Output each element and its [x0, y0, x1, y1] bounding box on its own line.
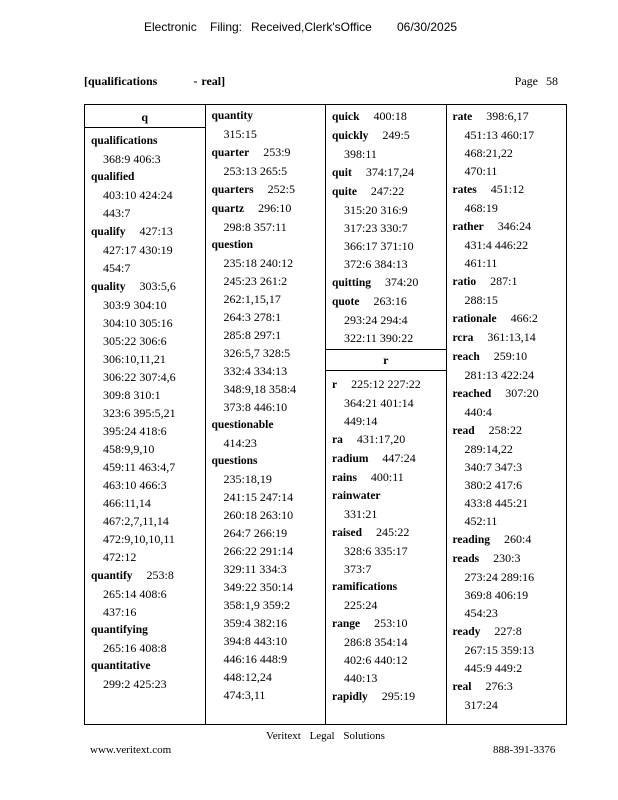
page-line-reference: 259:10 [493, 349, 528, 363]
page-line-references: 458:9,9,10 [103, 442, 155, 456]
page-line-references: 306:10,11,21 [103, 352, 166, 366]
page-line-references: 305:22 306:6 [103, 334, 167, 348]
index-word [212, 143, 320, 162]
page-line-references: 349:22 350:14 [223, 580, 294, 594]
index-column-2 [205, 105, 326, 724]
index-entry [453, 180, 561, 217]
index-word-text: radium [332, 453, 369, 465]
index-word [453, 328, 561, 347]
index-word-text: quick [332, 111, 360, 123]
page-line-references: 281:13 422:24 [464, 368, 535, 382]
index-entry [453, 107, 561, 180]
index-entry [453, 309, 561, 328]
index-word [453, 421, 561, 440]
index-entry [332, 107, 440, 126]
page-line-references: 468:19 [464, 201, 498, 215]
page-line-reference: 295:19 [381, 689, 416, 703]
index-word-text: r [332, 379, 338, 391]
page-line-references: 451:13 460:17 [464, 128, 535, 142]
index-word-text: read [452, 425, 475, 437]
index-word-text: rather [452, 221, 484, 233]
page-line-references: 467:2,7,11,14 [103, 514, 169, 528]
header-date: 06/30/2025 [397, 20, 458, 34]
word-index-table [84, 104, 567, 725]
page-line-references: 433:8 445:21 [464, 496, 529, 510]
index-entry [332, 375, 440, 430]
index-word [91, 566, 199, 585]
page-line-references: 317:24 [464, 698, 498, 712]
page-line-references: 332:4 334:13 [223, 364, 288, 378]
index-word-text: quite [332, 186, 357, 198]
page-line-reference: 225:12 227:22 [351, 377, 421, 391]
page-line-references: 265:16 408:8 [103, 641, 167, 655]
page-line-references: 285:8 297:1 [223, 328, 282, 342]
index-word-text: quantity [211, 110, 254, 122]
page-number [515, 74, 558, 89]
index-word-text: quote [332, 296, 360, 308]
page-line-references: 364:21 401:14 [344, 396, 414, 410]
index-entry [91, 657, 199, 693]
page-line-reference: 400:18 [373, 109, 407, 123]
index-entry [332, 523, 440, 578]
page-line-reference: 466:2 [510, 311, 538, 325]
index-word [453, 530, 561, 549]
index-entry [332, 449, 440, 468]
index-word [332, 687, 440, 706]
page-line-reference: 451:12 [490, 182, 525, 196]
index-word-text: quantitative [91, 660, 151, 672]
index-word [453, 217, 561, 236]
index-entry [453, 328, 561, 347]
page-line-references: 322:11 390:22 [344, 331, 414, 345]
range-start: [qualifications [84, 74, 158, 88]
index-word [332, 614, 440, 633]
index-entry [91, 132, 199, 168]
page-line-references: 289:14,22 [464, 442, 513, 456]
page-line-references: 340:7 347:3 [464, 460, 523, 474]
page-number-value: 58 [546, 74, 558, 88]
index-word [332, 449, 440, 468]
index-word-text: raised [332, 527, 363, 539]
page-line-references: 323:6 395:5,21 [103, 406, 176, 420]
index-word-text: rates [452, 184, 477, 196]
page-line-references: 468:21,22 [464, 146, 513, 160]
index-entry [332, 292, 440, 347]
index-word [453, 107, 561, 126]
index-word [332, 468, 440, 487]
index-word [91, 621, 199, 639]
page-line-references: 326:5,7 328:5 [223, 346, 291, 360]
index-entry [212, 452, 320, 704]
index-word [212, 452, 320, 470]
page-line-reference: 398:6,17 [486, 109, 529, 123]
page-line-references: 402:6 440:12 [344, 653, 408, 667]
page-line-reference: 447:24 [382, 451, 416, 465]
range-end: real] [201, 74, 226, 88]
page-heading [84, 74, 564, 92]
index-word [91, 222, 199, 241]
page-line-references: 288:15 [464, 293, 498, 307]
page-line-references: 372:6 384:13 [344, 257, 408, 271]
page-line-references: 463:10 466:3 [103, 478, 167, 492]
letter-heading: q [85, 107, 205, 128]
index-range [84, 74, 225, 89]
index-word-text: quarters [211, 184, 254, 196]
index-word [332, 107, 440, 126]
index-word-text: quitting [332, 277, 371, 289]
page-line-references: 461:11 [464, 256, 498, 270]
index-word [453, 347, 561, 366]
index-word-text: range [332, 618, 361, 630]
index-word [212, 107, 320, 125]
index-entry [332, 273, 440, 292]
letter-heading: r [326, 349, 446, 371]
page-line-references: 395:24 418:6 [103, 424, 167, 438]
page-line-references: 331:21 [344, 507, 378, 521]
page-line-references: 235:18 240:12 [223, 256, 294, 270]
page-line-references: 394:8 443:10 [223, 634, 288, 648]
page-line-references: 369:8 406:19 [464, 588, 529, 602]
page-line-references: 309:8 310:1 [103, 388, 161, 402]
index-entry [91, 621, 199, 657]
index-word-text: rcra [452, 332, 474, 344]
page-line-reference: 227:8 [494, 624, 522, 638]
index-word-text: reached [452, 388, 492, 400]
index-word [332, 487, 440, 505]
page-line-references: 299:2 425:23 [103, 677, 167, 691]
index-entry [332, 126, 440, 163]
index-word [332, 292, 440, 311]
page-line-reference: 258:22 [488, 423, 522, 437]
index-word [453, 622, 561, 641]
page-line-references: 267:15 359:13 [464, 643, 535, 657]
footer-company: Veritext Legal Solutions [266, 730, 385, 742]
index-word [91, 132, 199, 150]
index-entry [212, 236, 320, 416]
index-word [212, 236, 320, 254]
page-line-references: 472:9,10,10,11 [103, 532, 175, 546]
page-line-references: 459:11 463:4,7 [103, 460, 176, 474]
page-line-reference: 346:24 [497, 219, 532, 233]
range-dash: - [193, 74, 198, 88]
page-line-references: 265:14 408:6 [103, 587, 167, 601]
header-filing: Filing: [210, 20, 243, 34]
index-entry [212, 180, 320, 199]
page-line-reference: 303:5,6 [139, 279, 176, 293]
header-received: Received,Clerk'sOffice [251, 20, 372, 34]
page-line-references: 373:8 446:10 [223, 400, 288, 414]
page-line-references: 452:11 [464, 514, 498, 528]
index-word [453, 180, 561, 199]
index-word [212, 180, 320, 199]
page-line-references: 264:3 278:1 [223, 310, 282, 324]
page-line-references: 437:16 [103, 605, 137, 619]
page-line-references: 317:23 330:7 [344, 221, 408, 235]
index-word-text: rationale [452, 313, 497, 325]
index-word [332, 523, 440, 542]
index-word [332, 163, 440, 182]
index-word-text: ramifications [332, 581, 398, 593]
index-word [91, 168, 199, 186]
page-line-references: 403:10 424:24 [103, 188, 173, 202]
index-entry [91, 222, 199, 277]
page-line-references: 454:7 [103, 261, 131, 275]
index-word [332, 578, 440, 596]
page-line-references: 446:16 448:9 [223, 652, 288, 666]
page-line-references: 472:12 [103, 550, 137, 564]
index-entry [212, 416, 320, 452]
page-line-references: 245:23 261:2 [223, 274, 288, 288]
page-line-references: 303:9 304:10 [103, 298, 167, 312]
page-line-references: 286:8 354:14 [344, 635, 408, 649]
index-word-text: question [211, 239, 254, 251]
page-line-references: 315:15 [223, 127, 257, 141]
index-word-text: rains [332, 472, 357, 484]
page-line-references: 414:23 [223, 436, 257, 450]
page-line-references: 368:9 406:3 [103, 152, 161, 166]
page-line-reference: 263:16 [373, 294, 407, 308]
page-line-reference: 307:20 [505, 386, 539, 400]
page-line-references: 304:10 305:16 [103, 316, 173, 330]
index-entry [91, 566, 199, 621]
index-word [453, 677, 561, 696]
index-entry [212, 199, 320, 236]
page-line-references: 235:18,19 [223, 472, 272, 486]
page-line-references: 470:11 [464, 164, 498, 178]
page-line-reference: 431:17,20 [356, 432, 406, 446]
index-word-text: ready [452, 626, 481, 638]
page-line-reference: 374:17,24 [365, 165, 415, 179]
page-line-reference: 287:1 [490, 274, 518, 288]
index-word-text: quarter [211, 147, 250, 159]
page-line-reference: 276:3 [485, 679, 513, 693]
index-word [453, 549, 561, 568]
index-word-text: qualified [91, 171, 135, 183]
page-line-references: 266:22 291:14 [223, 544, 294, 558]
page-line-reference: 249:5 [382, 128, 410, 142]
page-line-references: 358:1,9 359:2 [223, 598, 291, 612]
index-entry [332, 487, 440, 523]
page-line-references: 315:20 316:9 [344, 203, 408, 217]
page-line-references: 448:12,24 [223, 670, 272, 684]
page-line-references: 225:24 [344, 598, 378, 612]
index-word-text: rate [452, 111, 473, 123]
index-word-text: questionable [211, 419, 274, 431]
page-line-reference: 374:20 [385, 275, 419, 289]
page-line-references: 466:11,14 [103, 496, 151, 510]
page-line-reference: 260:4 [504, 532, 532, 546]
page-line-reference: 230:3 [493, 551, 521, 565]
index-entry [453, 530, 561, 549]
page-line-reference: 247:22 [370, 184, 405, 198]
page-line-references: 273:24 289:16 [464, 570, 535, 584]
footer-website: www.veritext.com [90, 744, 172, 756]
page-line-reference: 253:8 [146, 568, 174, 582]
index-entry [453, 549, 561, 622]
index-word [332, 126, 440, 145]
index-word [453, 384, 561, 403]
index-entry [91, 168, 199, 222]
page-label: Page [514, 74, 538, 88]
page-line-references: 445:9 449:2 [464, 661, 523, 675]
index-word [332, 430, 440, 449]
page-line-reference: 253:9 [263, 145, 291, 159]
page-line-references: 348:9,18 358:4 [223, 382, 297, 396]
index-word [212, 416, 320, 434]
page-line-reference: 427:13 [139, 224, 173, 238]
index-word [332, 273, 440, 292]
index-entry [91, 277, 199, 566]
page-line-references: 443:7 [103, 206, 131, 220]
page-line-references: 380:2 417:6 [464, 478, 523, 492]
page-line-references: 293:24 294:4 [344, 313, 408, 327]
index-word-text: quantifying [91, 624, 148, 636]
index-word-text: rainwater [332, 490, 381, 502]
page-line-references: 241:15 247:14 [223, 490, 294, 504]
index-entry [332, 163, 440, 182]
page-line-reference: 245:22 [376, 525, 410, 539]
index-word [332, 375, 440, 394]
page-line-references: 398:11 [344, 147, 377, 161]
page-line-reference: 252:5 [267, 182, 296, 196]
index-word-text: qualify [91, 226, 126, 238]
page-line-reference: 400:11 [370, 470, 404, 484]
index-entry [212, 143, 320, 180]
index-entry [332, 468, 440, 487]
page-line-references: 329:11 334:3 [223, 562, 287, 576]
index-word [91, 277, 199, 296]
page-line-references: 474:3,11 [223, 688, 266, 702]
header-electronic: Electronic [144, 20, 197, 34]
page-line-references: 253:13 265:5 [223, 164, 288, 178]
page-line-references: 454:23 [464, 606, 498, 620]
index-entry [212, 107, 320, 143]
index-entry [453, 217, 561, 272]
index-entry [453, 384, 561, 421]
index-word-text: quit [332, 167, 352, 179]
page-line-reference: 253:10 [374, 616, 408, 630]
index-word [332, 182, 440, 201]
index-entry [453, 622, 561, 677]
page-line-references: 431:4 446:22 [464, 238, 529, 252]
index-entry [332, 182, 440, 273]
page-line-references: 373:7 [344, 562, 372, 576]
page-line-references: 328:6 335:17 [344, 544, 408, 558]
page-line-references: 298:8 357:11 [223, 220, 287, 234]
index-word-text: reads [452, 553, 480, 565]
page-line-references: 264:7 266:19 [223, 526, 288, 540]
page-line-references: 427:17 430:19 [103, 243, 173, 257]
index-word-text: reading [452, 534, 490, 546]
page-line-references: 449:14 [344, 414, 378, 428]
index-entry [453, 272, 561, 309]
index-word-text: reach [452, 351, 480, 363]
index-word-text: real [452, 681, 472, 693]
index-entry [332, 614, 440, 687]
page-line-reference: 361:13,14 [487, 330, 536, 344]
page-line-references: 366:17 371:10 [344, 239, 414, 253]
index-word-text: quality [91, 281, 126, 293]
footer-phone: 888-391-3376 [493, 744, 556, 756]
page-line-references: 440:13 [344, 671, 378, 685]
index-word [453, 309, 561, 328]
page-line-references: 260:18 263:10 [223, 508, 294, 522]
index-entry [332, 687, 440, 706]
page-line-references: 440:4 [464, 405, 492, 419]
index-word-text: rapidly [332, 691, 368, 703]
index-entry [453, 421, 561, 530]
index-word-text: questions [211, 455, 258, 467]
index-entry [453, 347, 561, 384]
index-entry [453, 677, 561, 714]
page-line-references: 262:1,15,17 [223, 292, 281, 306]
page-line-references: 306:22 307:4,6 [103, 370, 176, 384]
index-word-text: quantify [91, 570, 133, 582]
index-word [91, 657, 199, 675]
index-column-4 [446, 105, 567, 724]
index-word-text: quickly [332, 130, 369, 142]
index-word-text: quartz [211, 203, 245, 215]
index-word [453, 272, 561, 291]
page-line-references: 359:4 382:16 [223, 616, 288, 630]
index-word-text: ratio [452, 276, 477, 288]
index-entry [332, 578, 440, 614]
index-column-3 [325, 105, 446, 724]
index-word [212, 199, 320, 218]
index-entry [332, 430, 440, 449]
index-word-text: qualifications [91, 135, 158, 147]
index-column-1 [85, 105, 205, 724]
page-line-reference: 296:10 [258, 201, 292, 215]
index-word-text: ra [332, 434, 343, 446]
